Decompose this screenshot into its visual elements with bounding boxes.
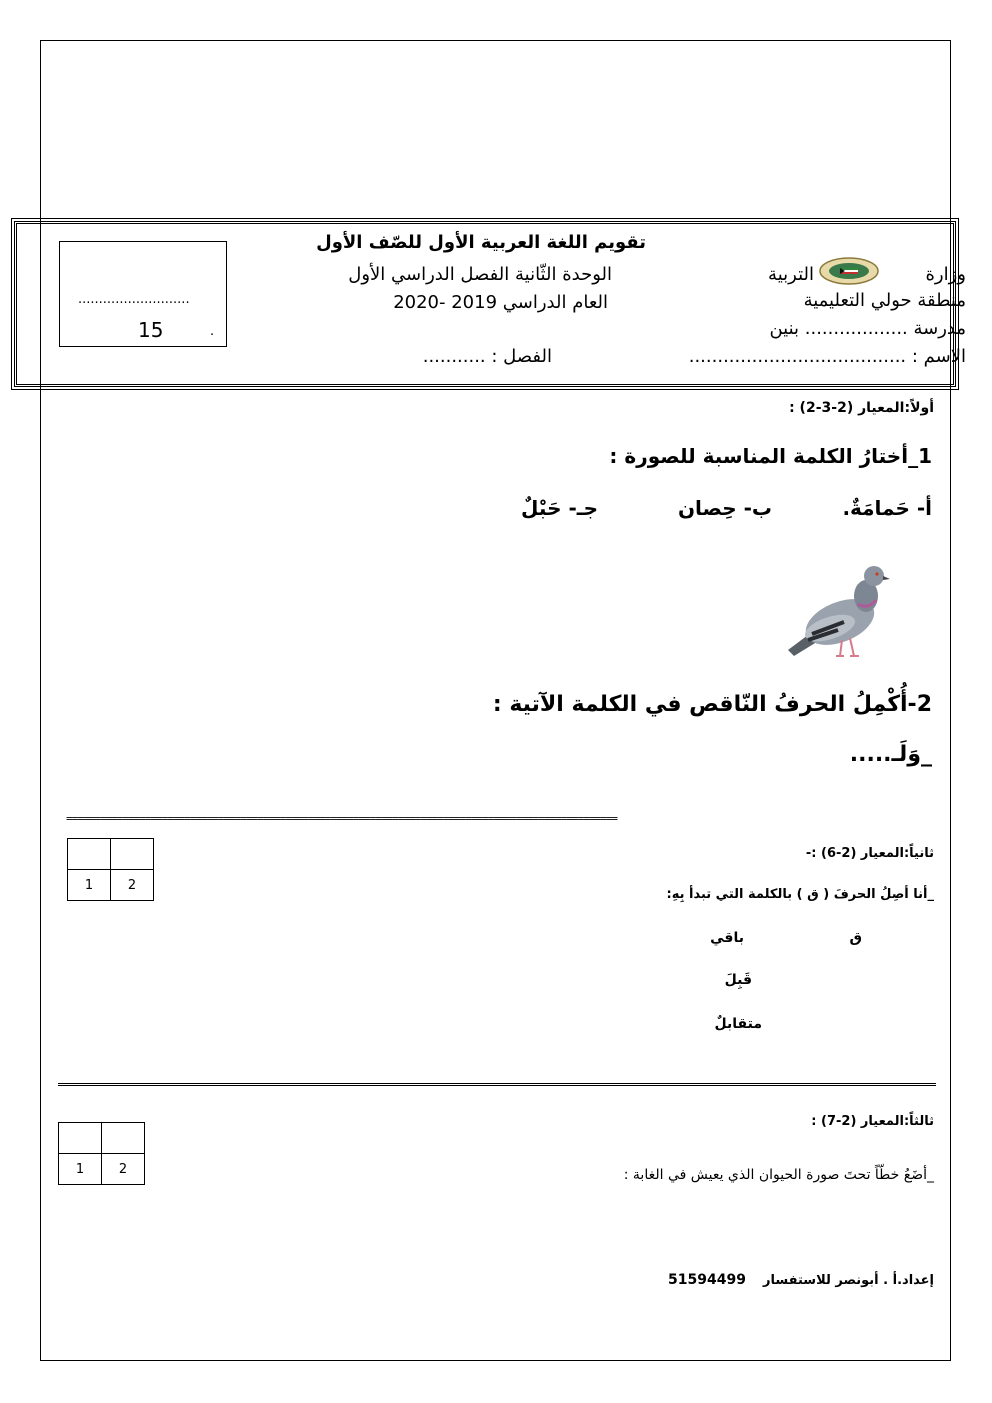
score-cell-empty xyxy=(111,839,154,870)
section2-instruction: _أنا أصِلُ الحرفَ ( ق ) بالكلمة التي تبدأ بِهِ: xyxy=(666,887,934,902)
score-dots: ........................... xyxy=(78,292,190,307)
phone-number: 51594499 xyxy=(668,1272,746,1288)
option-b: ب- حِصان xyxy=(677,496,772,520)
score-cell-empty xyxy=(59,1123,102,1154)
school-line: مدرسة .................. بنين xyxy=(769,318,966,339)
word-3: متقابلٌ xyxy=(714,1016,762,1032)
exam-title: تقويم اللغة العربية الأول للصّف الأول xyxy=(316,232,646,253)
section3-heading: ثالثاً:المعيار (2-7) : xyxy=(811,1114,934,1129)
score-box xyxy=(59,241,227,347)
q2-word: _وَلَـ..... xyxy=(849,742,932,767)
score-cell-empty xyxy=(68,839,111,870)
score-value: 15 xyxy=(138,318,164,342)
option-c: جـ- حَبْلٌ xyxy=(521,496,598,520)
score-cell-2: 2 xyxy=(102,1154,145,1185)
unit-line: الوحدة الثّانية الفصل الدراسي الأول xyxy=(348,264,612,285)
option-a: أ- حَمامَةٌ. xyxy=(842,496,932,520)
ministry-label: وزارة xyxy=(925,264,966,285)
class-line: الفصل : ........... xyxy=(422,346,552,367)
score-cell-1: 1 xyxy=(68,870,111,901)
prepared-by: إعداد.أ . أبونصر للاستفسار xyxy=(763,1273,934,1288)
score-cell-1: 1 xyxy=(59,1154,102,1185)
score-dot: . xyxy=(210,324,215,339)
pigeon-image xyxy=(782,560,892,660)
section1-heading: أولاً:المعيار (2-3-2) : xyxy=(789,400,934,416)
education-label: التربية xyxy=(768,264,814,285)
section3-instruction: _أضَعُ خطّاً تحتَ صورة الحيوان الذي يعيش في الغابة : xyxy=(623,1167,934,1183)
score-cell-2: 2 xyxy=(111,870,154,901)
student-name-line: الاسم : ...................................... xyxy=(688,346,966,367)
word-2: قَبِلَ xyxy=(724,972,752,988)
equals-divider: ================================================================================================== xyxy=(66,812,618,825)
year-line: العام الدراسي 2019 -2020 xyxy=(393,292,608,313)
ministry-emblem-icon xyxy=(818,256,880,286)
word-1: باقي xyxy=(710,930,744,946)
section2-score-grid xyxy=(67,838,154,901)
score-cell-empty xyxy=(102,1123,145,1154)
q2-title: 2-أُكْمِلُ الحرفُ النّاقص في الكلمة الآتية : xyxy=(492,692,932,717)
section2-heading: ثانياً:المعيار (2-6) :- xyxy=(805,846,934,861)
district-line: منطقة حولي التعليمية xyxy=(803,290,966,311)
matching-letter: ق xyxy=(849,930,862,946)
section-divider xyxy=(58,1083,936,1086)
q1-title: 1_أختارُ الكلمة المناسبة للصورة : xyxy=(609,444,932,468)
section3-score-grid xyxy=(58,1122,145,1185)
